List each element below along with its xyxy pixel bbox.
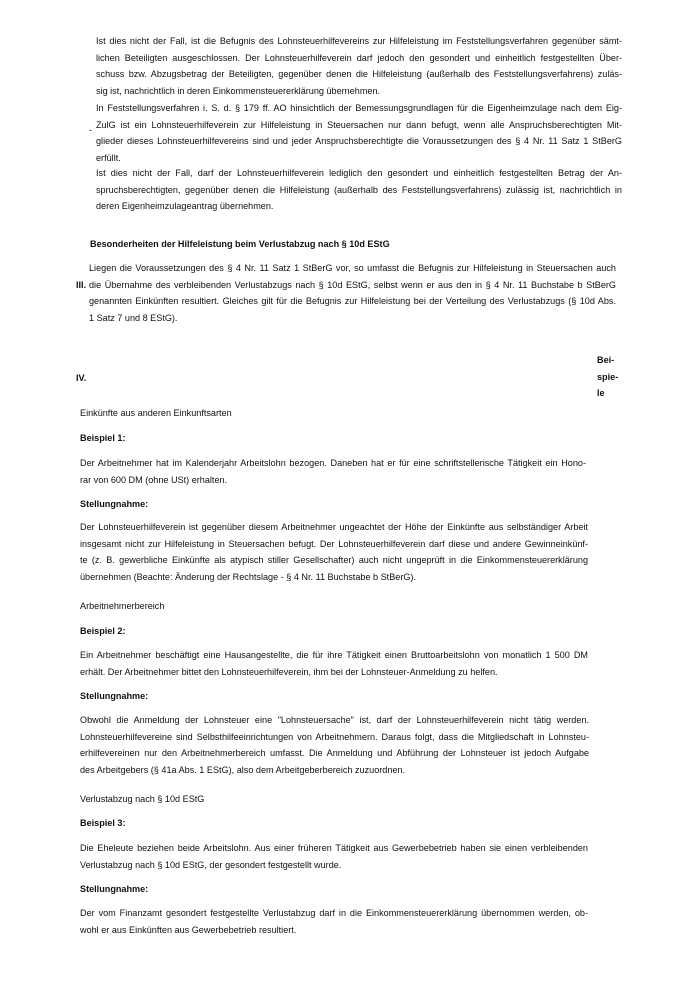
example-text [80, 455, 586, 488]
text-line: erhält. Der Arbeitnehmer bittet den Lohnsteuerhilfeverein, ihm bei der Lohnsteuer-Anmeldung zu helfen. [80, 666, 498, 677]
text-line: erfüllt. [96, 152, 121, 163]
text-line: Lohnsteuerhilfevereine sind Selbsthilfeeinrichtungen von Arbeitnehmern. Daraus folgt, dass die Mitgliedschaft in Lohnsteu- [80, 731, 589, 742]
bullet-dash: - [89, 125, 93, 135]
example-label: Beispiel 1: [80, 433, 126, 443]
text-line: 1 Satz 7 und 8 EStG). [89, 312, 178, 323]
text-line: Der Lohnsteuerhilfeverein ist gegenüber diesem Arbeitnehmer ungeachtet der Höhe der Einkünfte aus selbständiger Arbeit [80, 522, 588, 532]
text-line: Ist dies nicht der Fall, ist die Befugnis des Lohnsteuerhilfevereins zur Hilfeleistung im Feststellungsverfahren gegenüber sämt- [96, 36, 622, 46]
group-title: Verlustabzug nach § 10d EStG [80, 794, 205, 804]
text-line: genannten Einkünften resultiert. Gleiches gilt für die Befugnis zur Hilfeleistung bei der Verteilung des Verlustabzugs (§ 10d Abs. [89, 296, 616, 307]
intro-paragraph-3 [96, 165, 622, 215]
group-title: Arbeitnehmerbereich [80, 601, 165, 611]
text-line: Liegen die Voraussetzungen des § 4 Nr. 11 Satz 1 StBerG vor, so umfasst die Befugnis zur Hilfeleistung in Steuersachen auch [89, 263, 616, 273]
intro-paragraph-2 [96, 100, 622, 166]
statement-label: Stellungnahme: [80, 884, 149, 894]
text-line: sig ist, nachrichtlich in deren Einkommensteuererklärung übernehmen. [96, 85, 381, 96]
example-text [80, 840, 588, 873]
text-line: Ist dies nicht der Fall, darf der Lohnsteuerhilfeverein lediglich den gesondert und einheitlich festgestellten Betrag der An- [96, 168, 622, 178]
statement-label: Stellungnahme: [80, 499, 149, 509]
example-label: Beispiel 2: [80, 626, 126, 636]
example-label: Beispiel 3: [80, 818, 126, 828]
text-line: In Feststellungsverfahren i. S. d. § 179 ff. AO hinsichtlich der Bemessungsgrundlagen für die Eigenheimzulage nach dem Eig- [96, 103, 622, 113]
text-line: deren Eigenheimzulageantrag übernehmen. [96, 201, 274, 212]
text-line: spruchsberechtigten, gegenüber denen die Hilfeleistung (außerhalb des Feststellungsverfahrens) zulässig ist, nachrichtlich in [96, 184, 622, 195]
section-4-heading [597, 352, 618, 402]
section-3-number: III. [76, 280, 87, 290]
text-line: Der Arbeitnehmer hat im Kalenderjahr Arbeitslohn bezogen. Daneben hat er für eine schriftstellerische Tätigkeit ein Hono- [80, 458, 586, 468]
section-3-heading: Besonderheiten der Hilfeleistung beim Verlustabzug nach § 10d EStG [90, 239, 390, 249]
statement-text [80, 712, 589, 778]
text-line: Die Eheleute beziehen beide Arbeitslohn. Aus einer früheren Tätigkeit aus Gewerbebetrieb haben sie einen verbleibenden [80, 843, 588, 853]
text-line: des Arbeitgebers (§ 41a Abs. 1 EStG), also dem Arbeitgeberbereich zuzuordnen. [80, 764, 406, 775]
text-line: Der vom Finanzamt gesondert festgestellte Verlustabzug darf in die Einkommensteuererklärung übernommen werden, ob- [80, 908, 588, 918]
text-line: erhilfevereinen nur den Arbeitnehmerbereich umfasst. Die Anmeldung und Abführung der Lohnsteuer ist jedoch Aufgabe [80, 748, 589, 759]
heading-part: spie- [597, 371, 619, 382]
statement-text [80, 519, 588, 585]
text-line: übernehmen (Beachte: Änderung der Rechtslage - § 4 Nr. 11 Buchstabe b StBerG). [80, 571, 416, 582]
text-line: Ein Arbeitnehmer beschäftigt eine Hausangestellte, die für ihre Tätigkeit einen Bruttoarbeitslohn von monatlich 1 500 DM [80, 650, 588, 660]
statement-text [80, 905, 588, 938]
text-line: insgesamt nicht zur Hilfeleistung in Steuersachen befugt. Der Lohnsteuerhilfeverein darf diese und andere Gewinneinkünf- [80, 538, 588, 549]
text-line: te (z. B. gewerbliche Einkünfte als atypisch stiller Gesellschafter) auch nicht ungeprüft in die Einkommensteuererklärung [80, 555, 588, 566]
text-line: die Übernahme des verbleibenden Verlustabzugs nach § 10d EStG, selbst wenn er aus den in § 4 Nr. 11 Buchstabe b StBerG [89, 279, 616, 290]
text-line: rar von 600 DM (ohne USt) erhalten. [80, 474, 228, 485]
text-line: lichen Beteiligten ausgeschlossen. Der Lohnsteuerhilfeverein darf jedoch den gesondert und einheitlich festgestellten Über- [96, 52, 622, 63]
statement-label: Stellungnahme: [80, 691, 149, 701]
text-line: schuss bzw. Abzugsbetrag der Beteiligten, gegenüber denen die Hilfeleistung (außerhalb des Feststellungsverfahrens) zuläs- [96, 69, 622, 80]
text-line: Verlustabzug nach § 10d EStG, der gesondert festgestellt wurde. [80, 859, 342, 870]
text-line: Obwohl die Anmeldung der Lohnsteuer eine "Lohnsteuersache" ist, darf der Lohnsteuerhilfeverein nicht tätig werden. [80, 715, 589, 725]
heading-part: le [597, 388, 605, 399]
example-text [80, 647, 588, 680]
section-4-number: IV. [76, 373, 87, 383]
heading-part: Bei- [597, 355, 615, 365]
text-line: wohl er aus Einkünften aus Gewerbebetrieb resultiert. [80, 924, 297, 935]
group-title: Einkünfte aus anderen Einkunftsarten [80, 408, 232, 418]
intro-paragraph-1 [96, 33, 622, 99]
text-line: glieder dieses Lohnsteuerhilfevereins sind und jeder Anspruchsberechtigte die Voraussetzungen des § 4 Nr. 11 Satz 1 StBerG [96, 136, 622, 147]
text-line: ZulG ist ein Lohnsteuerhilfeverein zur Hilfeleistung in Steuersachen nur dann befugt, wenn alle Anspruchsberechtigten Mit- [96, 119, 622, 130]
section-3-paragraph [89, 260, 616, 326]
